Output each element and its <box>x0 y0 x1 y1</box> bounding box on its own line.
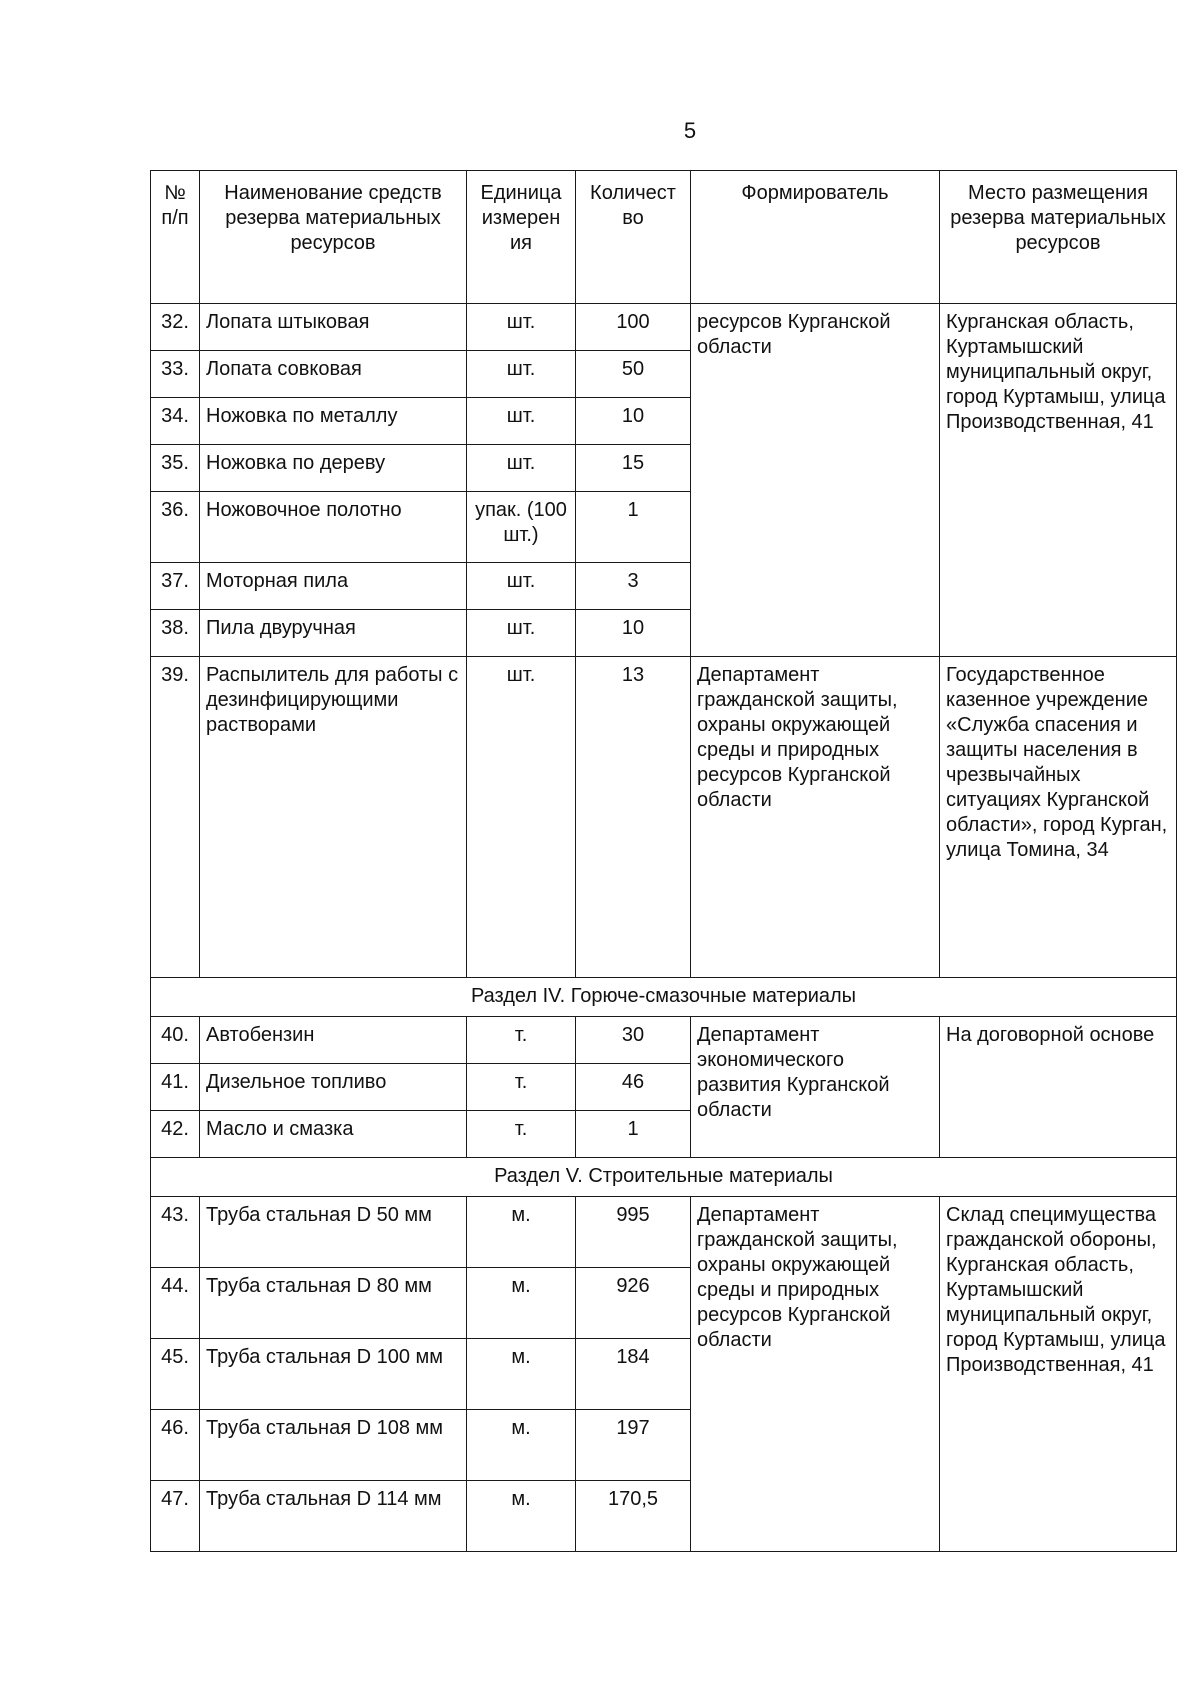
cell-name: Масло и смазка <box>200 1111 467 1158</box>
cell-former: Департамент экономического развития Курганской области <box>691 1017 940 1158</box>
cell-name: Пила двуручная <box>200 610 467 657</box>
page-number: 5 <box>683 118 697 143</box>
cell-quantity: 46 <box>576 1064 691 1111</box>
cell-unit: м. <box>467 1197 576 1268</box>
cell-quantity: 13 <box>576 657 691 978</box>
cell-unit: м. <box>467 1481 576 1552</box>
section-row <box>151 978 1177 1017</box>
cell-unit: т. <box>467 1017 576 1064</box>
cell-number: 40. <box>151 1017 200 1064</box>
header-place: Место размещения резерва материальных ресурсов <box>940 171 1177 304</box>
cell-number: 37. <box>151 563 200 610</box>
cell-former: Департамент гражданской защиты, охраны окружающей среды и природных ресурсов Курганской области <box>691 657 940 978</box>
cell-unit: м. <box>467 1410 576 1481</box>
cell-unit: шт. <box>467 657 576 978</box>
cell-quantity: 100 <box>576 304 691 351</box>
cell-number: 42. <box>151 1111 200 1158</box>
header-number: № п/п <box>151 171 200 304</box>
cell-name: Лопата штыковая <box>200 304 467 351</box>
cell-place: Государственное казенное учреждение «Служба спасения и защиты населения в чрезвычайных ситуациях Курганской области», город Курган, улица Томина, 34 <box>940 657 1177 978</box>
cell-quantity: 1 <box>576 492 691 563</box>
cell-quantity: 15 <box>576 445 691 492</box>
cell-name: Труба стальная D 100 мм <box>200 1339 467 1410</box>
cell-quantity: 10 <box>576 610 691 657</box>
cell-number: 44. <box>151 1268 200 1339</box>
table-header-row <box>151 171 1177 304</box>
cell-number: 36. <box>151 492 200 563</box>
cell-place: Курганская область, Куртамышский муниципальный округ, город Куртамыш, улица Производственная, 41 <box>940 304 1177 657</box>
cell-name: Распылитель для работы с дезинфицирующими растворами <box>200 657 467 978</box>
section-title: Раздел IV. Горюче-смазочные материалы <box>151 978 1177 1017</box>
cell-quantity: 197 <box>576 1410 691 1481</box>
section-title: Раздел V. Строительные материалы <box>151 1158 1177 1197</box>
cell-unit: шт. <box>467 610 576 657</box>
header-name: Наименование средств резерва материальных ресурсов <box>200 171 467 304</box>
cell-name: Ножовочное полотно <box>200 492 467 563</box>
cell-number: 34. <box>151 398 200 445</box>
cell-unit: м. <box>467 1339 576 1410</box>
cell-number: 41. <box>151 1064 200 1111</box>
table-row <box>151 304 1177 351</box>
cell-quantity: 926 <box>576 1268 691 1339</box>
cell-quantity: 30 <box>576 1017 691 1064</box>
cell-former: ресурсов Курганской области <box>691 304 940 657</box>
cell-place: Склад специмущества гражданской обороны, Курганская область, Куртамышский муниципальный округ, город Куртамыш, улица Производственная, 41 <box>940 1197 1177 1552</box>
cell-number: 33. <box>151 351 200 398</box>
cell-quantity: 1 <box>576 1111 691 1158</box>
table-row <box>151 1017 1177 1064</box>
cell-unit: шт. <box>467 563 576 610</box>
cell-number: 38. <box>151 610 200 657</box>
cell-number: 43. <box>151 1197 200 1268</box>
cell-number: 46. <box>151 1410 200 1481</box>
cell-quantity: 3 <box>576 563 691 610</box>
cell-quantity: 10 <box>576 398 691 445</box>
table-row <box>151 657 1177 978</box>
cell-name: Лопата совковая <box>200 351 467 398</box>
header-former: Формирователь <box>691 171 940 304</box>
cell-unit: т. <box>467 1064 576 1111</box>
reserve-resources-table <box>150 170 1177 1552</box>
cell-name: Труба стальная D 108 мм <box>200 1410 467 1481</box>
cell-unit: шт. <box>467 445 576 492</box>
cell-unit: упак. (100 шт.) <box>467 492 576 563</box>
cell-number: 39. <box>151 657 200 978</box>
cell-quantity: 50 <box>576 351 691 398</box>
cell-place: На договорной основе <box>940 1017 1177 1158</box>
cell-name: Дизельное топливо <box>200 1064 467 1111</box>
cell-unit: шт. <box>467 398 576 445</box>
cell-number: 35. <box>151 445 200 492</box>
cell-name: Труба стальная D 114 мм <box>200 1481 467 1552</box>
cell-number: 47. <box>151 1481 200 1552</box>
header-unit: Единица измерен ия <box>467 171 576 304</box>
cell-name: Труба стальная D 80 мм <box>200 1268 467 1339</box>
table-row <box>151 1197 1177 1268</box>
cell-name: Труба стальная D 50 мм <box>200 1197 467 1268</box>
cell-name: Ножовка по металлу <box>200 398 467 445</box>
cell-number: 45. <box>151 1339 200 1410</box>
cell-unit: шт. <box>467 351 576 398</box>
cell-unit: м. <box>467 1268 576 1339</box>
cell-quantity: 184 <box>576 1339 691 1410</box>
section-row <box>151 1158 1177 1197</box>
cell-unit: т. <box>467 1111 576 1158</box>
cell-name: Моторная пила <box>200 563 467 610</box>
cell-number: 32. <box>151 304 200 351</box>
cell-former: Департамент гражданской защиты, охраны окружающей среды и природных ресурсов Курганской области <box>691 1197 940 1552</box>
cell-quantity: 995 <box>576 1197 691 1268</box>
cell-name: Автобензин <box>200 1017 467 1064</box>
cell-name: Ножовка по дереву <box>200 445 467 492</box>
cell-unit: шт. <box>467 304 576 351</box>
cell-quantity: 170,5 <box>576 1481 691 1552</box>
header-quantity: Количест во <box>576 171 691 304</box>
